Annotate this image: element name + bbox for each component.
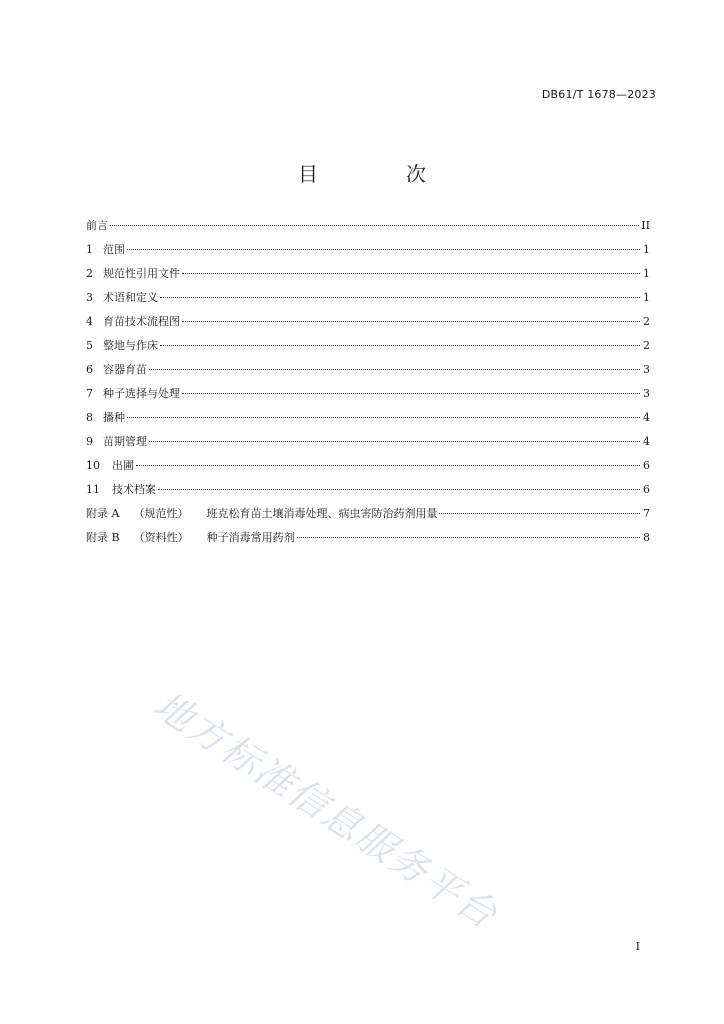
toc-entry-label: 术语和定义 <box>103 291 158 304</box>
toc-entry-2[interactable] <box>86 267 650 291</box>
toc-entry-label: 整地与作床 <box>103 339 158 352</box>
toc-entry-appendix-b[interactable] <box>86 531 650 555</box>
toc-entry-8[interactable] <box>86 411 650 435</box>
toc-entry-label: 播种 <box>103 411 125 424</box>
toc-entry-number: 11 <box>86 483 100 496</box>
toc-entry-page: 3 <box>643 363 650 376</box>
toc-entry-page: 2 <box>643 315 650 328</box>
toc-entry-label: 班克松育苗土壤消毒处理、病虫害防治药剂用量 <box>206 507 438 520</box>
toc-entry-page: 6 <box>643 483 650 496</box>
appendix-tag: 附录 A <box>86 507 120 520</box>
table-of-contents <box>86 219 650 555</box>
toc-entry-label: 育苗技术流程图 <box>103 315 180 328</box>
appendix-tag: 附录 B <box>86 531 120 544</box>
toc-entry-foreword[interactable] <box>86 219 650 243</box>
toc-entry-page: 8 <box>643 531 650 544</box>
toc-entry-1[interactable] <box>86 243 650 267</box>
toc-entry-page: 6 <box>643 459 650 472</box>
toc-entry-10[interactable] <box>86 459 650 483</box>
appendix-type: （规范性） <box>133 507 189 520</box>
toc-leader-dots <box>439 513 640 514</box>
toc-entry-appendix-a[interactable] <box>86 507 650 531</box>
toc-entry-number: 10 <box>86 459 100 472</box>
toc-entry-number: 3 <box>86 291 93 304</box>
toc-entry-label: 苗期管理 <box>103 435 147 448</box>
toc-entry-9[interactable] <box>86 435 650 459</box>
toc-entry-4[interactable] <box>86 315 650 339</box>
document-code: DB61/T 1678—2023 <box>541 88 656 101</box>
toc-entry-number: 8 <box>86 411 93 424</box>
toc-entry-number: 6 <box>86 363 93 376</box>
toc-entry-label: 种子选择与处理 <box>103 387 180 400</box>
toc-entry-page: 1 <box>643 291 650 304</box>
toc-entry-number: 2 <box>86 267 93 280</box>
toc-entry-page: II <box>641 219 650 232</box>
toc-entry-page: 4 <box>643 435 650 448</box>
toc-entry-3[interactable] <box>86 291 650 315</box>
toc-entry-page: 1 <box>643 243 650 256</box>
appendix-type: （资料性） <box>133 531 189 544</box>
toc-entry-label: 前言 <box>86 219 108 232</box>
toc-leader-dots <box>182 393 640 394</box>
toc-leader-dots <box>160 297 640 298</box>
toc-leader-dots <box>136 465 640 466</box>
toc-entry-7[interactable] <box>86 387 650 411</box>
toc-entry-page: 4 <box>643 411 650 424</box>
watermark-text: 地方标准信息服务平台 <box>146 682 506 938</box>
toc-leader-dots <box>149 441 640 442</box>
page-number: I <box>635 940 640 953</box>
toc-entry-label: 规范性引用文件 <box>103 267 180 280</box>
toc-entry-page: 2 <box>643 339 650 352</box>
toc-entry-number: 9 <box>86 435 93 448</box>
toc-leader-dots <box>127 417 640 418</box>
toc-leader-dots <box>182 321 640 322</box>
toc-entry-label: 容器育苗 <box>103 363 147 376</box>
toc-entry-label: 种子消毒常用药剂 <box>206 531 295 544</box>
toc-entry-page: 1 <box>643 267 650 280</box>
toc-leader-dots <box>297 537 640 538</box>
toc-entry-page: 3 <box>643 387 650 400</box>
toc-entry-page: 7 <box>643 507 650 520</box>
page-title: 目 次 <box>298 162 460 186</box>
toc-entry-number: 7 <box>86 387 93 400</box>
toc-leader-dots <box>158 489 640 490</box>
toc-entry-number: 5 <box>86 339 93 352</box>
toc-entry-number: 4 <box>86 315 93 328</box>
toc-entry-5[interactable] <box>86 339 650 363</box>
toc-entry-number: 1 <box>86 243 93 256</box>
toc-entry-label: 出圃 <box>112 459 134 472</box>
toc-entry-6[interactable] <box>86 363 650 387</box>
toc-leader-dots <box>127 249 640 250</box>
toc-leader-dots <box>110 225 639 226</box>
toc-entry-label: 技术档案 <box>112 483 156 496</box>
toc-leader-dots <box>182 273 640 274</box>
toc-entry-11[interactable] <box>86 483 650 507</box>
toc-leader-dots <box>160 345 640 346</box>
toc-entry-label: 范围 <box>103 243 125 256</box>
toc-leader-dots <box>149 369 640 370</box>
